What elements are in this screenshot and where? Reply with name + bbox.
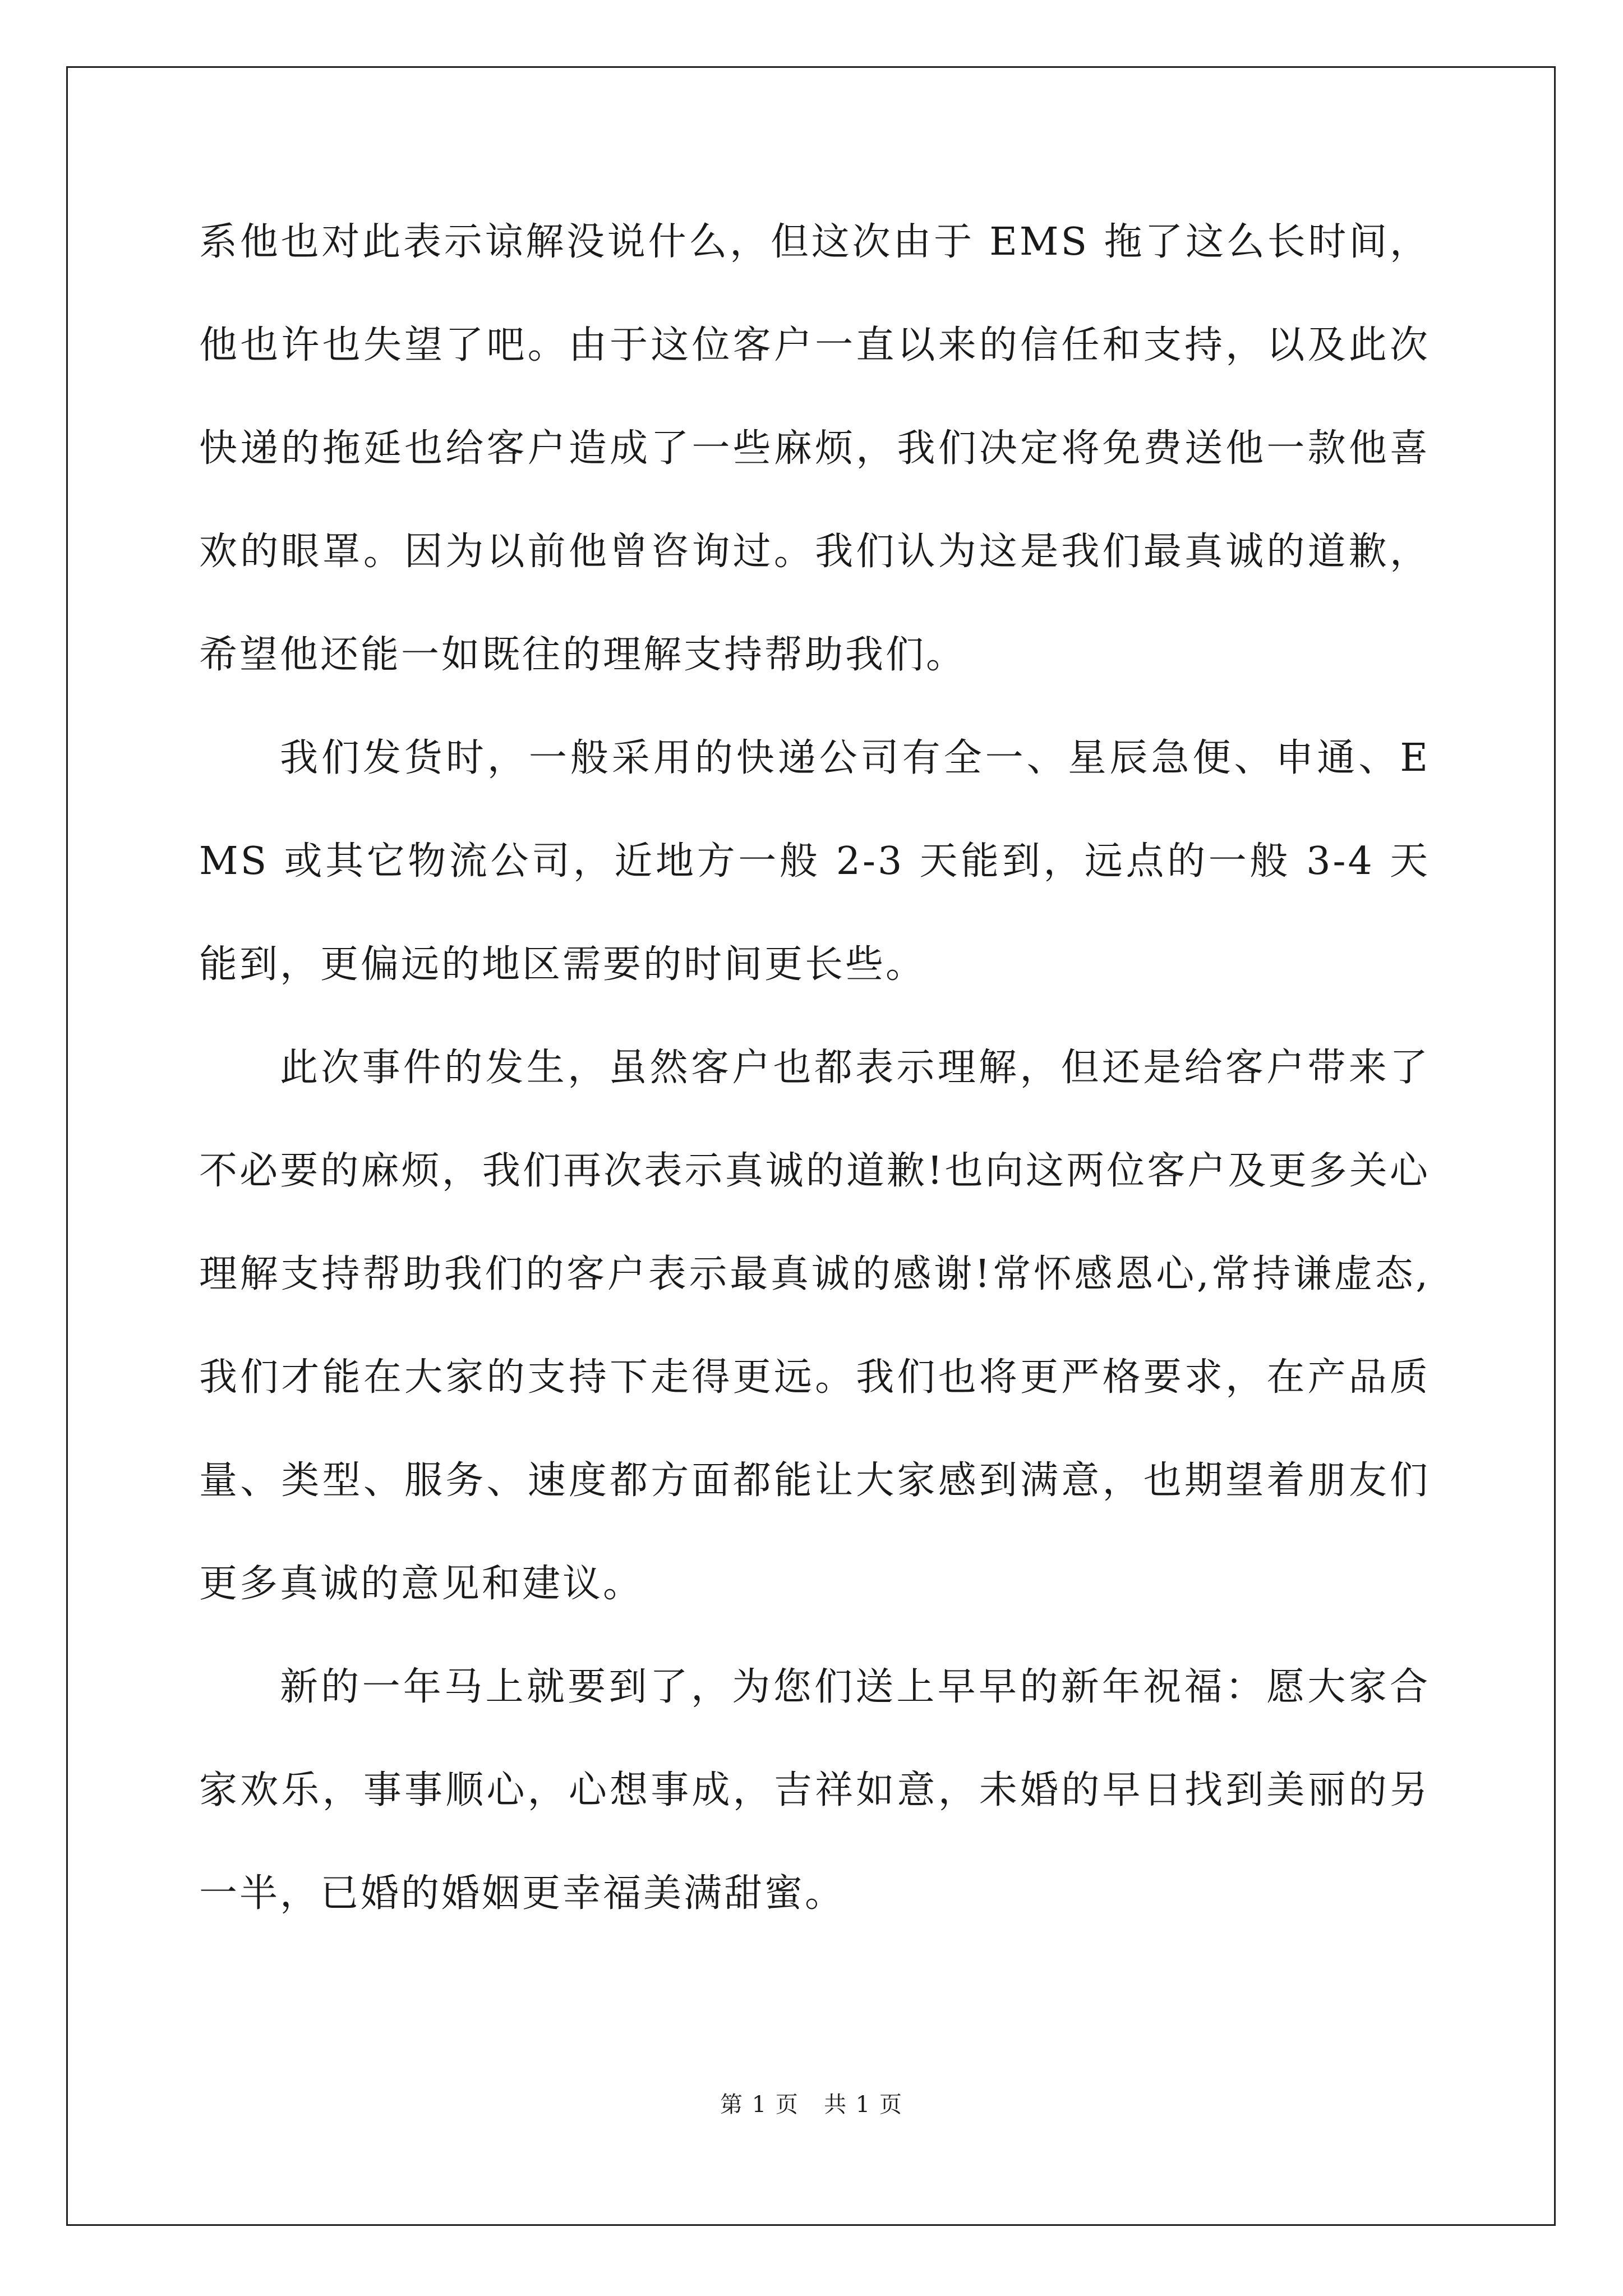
page-footer <box>0 2087 1623 2119</box>
paragraph-4: 新的一年马上就要到了，为您们送上早早的新年祝福：愿大家合家欢乐，事事顺心，心想事成，吉祥如意，未婚的早日找到美丽的另一半，已婚的婚姻更幸福美满甜蜜。 <box>199 1665 1430 1916</box>
page-number: 第 1 页 <box>720 2092 799 2118</box>
page-total: 共 1 页 <box>824 2092 903 2118</box>
paragraph-1: 系他也对此表示谅解没说什么，但这次由于 EMS 拖了这么长时间，他也许也失望了吧。由于这位客户一直以来的信任和支持，以及此次快递的拖延也给客户造成了一些麻烦，我们决定将免费送他一款他喜欢的眼罩。因为以前他曾咨询过。我们认为这是我们最真诚的道歉，希望他还能一如既往的理解支持帮助我们。 <box>199 220 1430 677</box>
document-body <box>199 191 1430 1945</box>
paragraph-3: 此次事件的发生，虽然客户也都表示理解，但还是给客户带来了不必要的麻烦，我们再次表示真诚的道歉!也向这两位客户及更多关心理解支持帮助我们的客户表示最真诚的感谢!常怀感恩心,常持谦虚态,我们才能在大家的支持下走得更远。我们也将更严格要求，在产品质量、类型、服务、速度都方面都能让大家感到满意，也期望着朋友们更多真诚的意见和建议。 <box>199 1046 1430 1606</box>
paragraph-2: 我们发货时，一般采用的快递公司有全一、星辰急便、申通、EMS 或其它物流公司，近地方一般 2-3 天能到，远点的一般 3-4 天能到，更偏远的地区需要的时间更长些。 <box>199 736 1430 987</box>
